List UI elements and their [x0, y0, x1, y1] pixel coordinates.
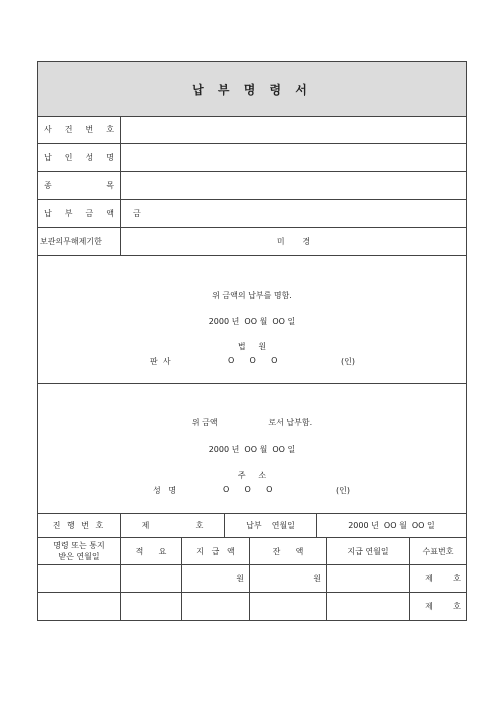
- payment-order-form: [37, 61, 467, 621]
- payer-seal: (인): [336, 486, 350, 495]
- judge-name-marks: O O O: [228, 356, 278, 365]
- header-balance: 잔 액: [250, 538, 327, 564]
- header-check-number: 수표번호: [422, 546, 454, 556]
- type-row: [38, 172, 466, 200]
- type-value[interactable]: [121, 172, 466, 199]
- court-name: 법 원: [237, 342, 267, 351]
- header-summary: 적 요: [121, 538, 182, 564]
- form-title: 납 부 명 령 서: [38, 62, 466, 117]
- row2-balance[interactable]: [250, 593, 327, 620]
- payer-name-label: 납 인 성 명: [38, 144, 121, 171]
- judge-label: 판 사: [150, 357, 171, 366]
- header-notice-date: 명령 또는 통지 받은 연월일: [38, 538, 121, 564]
- table-row: [38, 593, 466, 620]
- order-statement: 위 금액의 납부를 명함.: [212, 291, 292, 300]
- amount-label: 납 부 금 액: [38, 200, 121, 227]
- progress-number-value[interactable]: 제 호: [121, 514, 225, 537]
- row1-balance[interactable]: 원: [250, 565, 327, 592]
- header-paid-amount: 지 급 액: [182, 538, 250, 564]
- case-number-row: [38, 116, 466, 144]
- table-row: [38, 565, 466, 593]
- payer-name-label-2: 성 명: [153, 486, 177, 495]
- payer-name-marks: O O O: [223, 485, 273, 494]
- order-block: [38, 256, 466, 384]
- amount-row: [38, 200, 466, 228]
- payer-address: 주 소: [237, 471, 267, 480]
- row2-summary[interactable]: [121, 593, 182, 620]
- order-date: 2000 년 OO 월 OO 일: [208, 317, 296, 326]
- payment-statement: 위 금액 로서 납부함.: [191, 418, 313, 427]
- deadline-row: [38, 228, 466, 256]
- case-number-value[interactable]: [121, 116, 466, 143]
- row1-check-number[interactable]: 제 호: [425, 574, 461, 583]
- payer-name-row: [38, 144, 466, 172]
- payer-name-value[interactable]: [121, 144, 466, 171]
- deadline-value[interactable]: 미 경: [276, 237, 311, 246]
- row1-payment-date[interactable]: [327, 565, 410, 592]
- progress-number-label: 진 행 번 호: [38, 514, 121, 537]
- case-number-label: 사 건 번 호: [38, 116, 121, 143]
- type-label: 종 목: [38, 172, 121, 199]
- row1-notice-date[interactable]: [38, 565, 121, 592]
- row2-payment-date[interactable]: [327, 593, 410, 620]
- amount-value[interactable]: 금: [133, 209, 141, 218]
- judge-seal: (인): [341, 357, 355, 366]
- row2-notice-date[interactable]: [38, 593, 121, 620]
- table-header-row: [38, 538, 466, 565]
- progress-row: [38, 514, 466, 538]
- row1-paid-amount[interactable]: 원: [182, 565, 250, 592]
- header-payment-date: 지급 연월일: [327, 538, 410, 564]
- payment-date-value[interactable]: 2000 년 OO 월 OO 일: [348, 521, 435, 530]
- row2-paid-amount[interactable]: [182, 593, 250, 620]
- row2-check-number[interactable]: 제 호: [425, 602, 461, 611]
- payment-date: 2000 년 OO 월 OO 일: [208, 445, 296, 454]
- deadline-label: 보관의무해제기한: [38, 228, 121, 255]
- payment-date-label: 납부 연월일: [225, 514, 317, 537]
- payment-block: [38, 384, 466, 514]
- row1-summary[interactable]: [121, 565, 182, 592]
